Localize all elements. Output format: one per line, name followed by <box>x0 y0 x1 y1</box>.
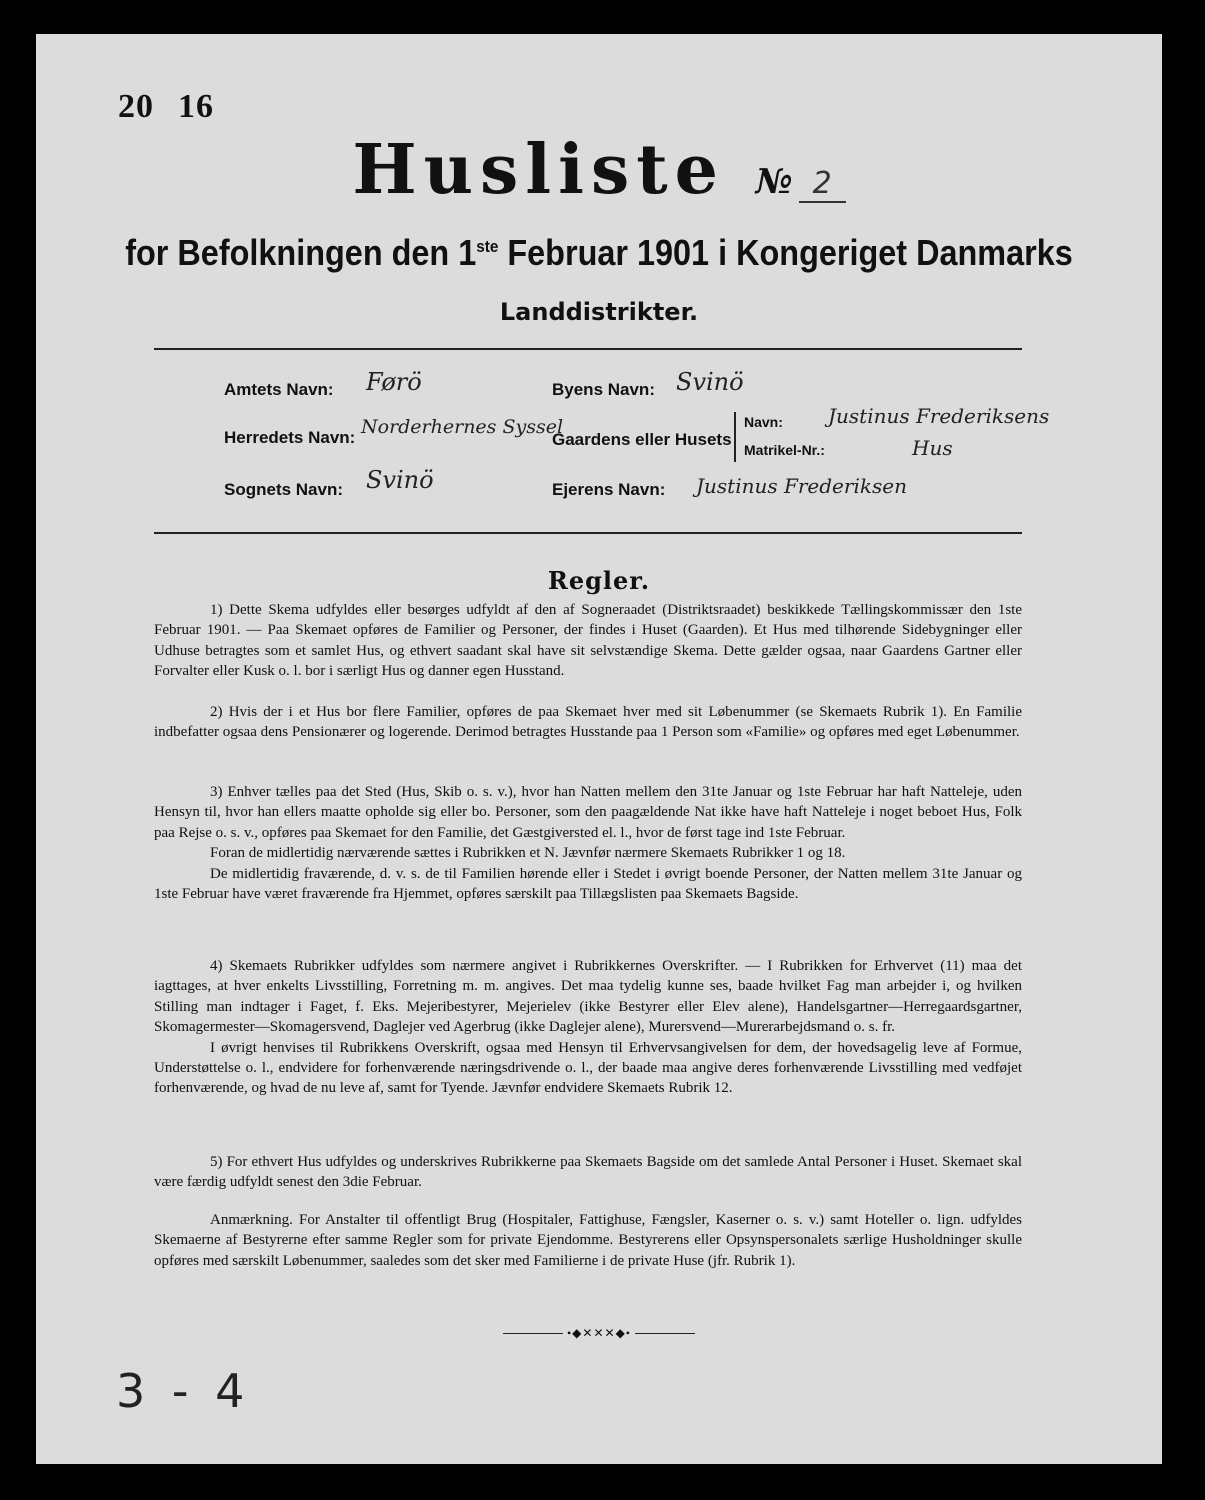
rule-2-text: 2) Hvis der i et Hus bor flere Familier, opføres de paa Skemaet hver med sit Løbenummer (se Skemaets Rubrik 1). En Familie indbefatter ogsaa dens Pensionærer og logerende. Derimod betragtes Husstande paa 1 Person som «Familie» og opføres med eget Løbenummer. <box>154 704 1022 741</box>
field-bracket <box>734 412 736 462</box>
rule-2 <box>154 702 1022 743</box>
ornament-line-left <box>503 1333 563 1334</box>
rule-4 <box>154 956 1022 1099</box>
navn-value: Justinus Frederiksens <box>828 404 1050 428</box>
ref-part-2: 16 <box>178 88 214 125</box>
ornament-line-right <box>635 1333 695 1334</box>
sogn-label: Sognets Navn: <box>224 480 344 499</box>
rule-5-text: 5) For ethvert Hus udfyldes og underskrives Rubrikkerne paa Skemaets Bagside om det samlede Antal Personer i Huset. Skemaet skal være færdig udfyldt senest den 3die Februar. <box>154 1154 1022 1191</box>
rule-3-text-3: De midlertidig fraværende, d. v. s. de til Familien hørende eller i Stedet i øvrigt boende Personer, der Natten mellem 31te Januar og 1ste Februar have været fraværende fra Hjemmet, opføres særskilt paa Tillægslisten paa Skemaets Bagside. <box>154 865 1022 903</box>
by-label: Byens Navn: <box>552 380 655 399</box>
ornament-glyphs: •◆✕✕✕◆• <box>566 1326 632 1340</box>
page-reference-number <box>118 88 238 126</box>
document-sheet <box>36 34 1162 1464</box>
ref-part-1: 20 <box>118 88 154 125</box>
by-value: Svinö <box>676 368 744 396</box>
rule-1-text: 1) Dette Skema udfyldes eller besørges udfyldt af den af Sogneraadet (Distriktsraadet) beskikkede Tællingskommissær den 1ste Februar 1901. — Paa Skemaet opføres de Familier og Personer, der findes i Huset (Gaarden). Et Hus med tilhørende Sidebygninger eller Udhuse betragtes som et samlet Hus, og ethvert saadant skal have sit selvstændige Skema. Dette gælder ogsaa, naar Gaardens Gartner eller Forvalter eller Kusk o. l. bor i særligt Hus og danner egen Husstand. <box>154 602 1022 680</box>
subtitle-suffix: Februar 1901 i Kongeriget Danmarks <box>498 232 1073 273</box>
herred-value: Norderhernes Syssel <box>361 416 564 438</box>
ornament <box>36 1324 1162 1342</box>
sogn-value: Svinö <box>366 466 434 494</box>
navn-label: Navn: <box>744 414 783 430</box>
rule-3 <box>154 782 1022 904</box>
amt-label: Amtets Navn: <box>224 380 334 399</box>
annotation-note <box>154 1210 1022 1271</box>
herred-label: Herredets Navn: <box>224 428 356 447</box>
top-divider <box>154 348 1022 350</box>
ejer-label: Ejerens Navn: <box>552 480 666 499</box>
number-symbol: № <box>755 162 793 202</box>
ejer-value: Justinus Frederiksen <box>696 474 907 498</box>
rule-3-text: 3) Enhver tælles paa det Sted (Hus, Skib o. s. v.), hvor han Natten mellem den 31te Januar og 1ste Februar har haft Natteleje, uden Hensyn til, hvor han ellers maatte opholde sig eller bo. Personer, som den paagældende Nat ikke have haft Natteleje i noget beboet Hus, Folk paa Rejse o. s. v., opføres paa Skemaet for den Familie, det Gæstgiversted el. l., hvor de først tage ind 1ste Februar. <box>154 784 1022 841</box>
rule-1 <box>154 600 1022 682</box>
document-title <box>36 130 1162 210</box>
rule-4-text: 4) Skemaets Rubrikker udfyldes som nærmere angivet i Rubrikkernes Overskrifter. — I Rubrikken for Erhvervet (11) maa det iagttages, at hver enkelts Livsstilling, Forretning m. m. angives. Det maa tydelig kunne ses, baade hvilket Fag man arbejder i, og hvilken Stilling man indtager i Faget, f. Eks. Mejeribestyrer, Mejerielev (ikke Bestyrer eller Elev alene), Handelsgartner—Herregaardsgartner, Skomagermester—Skomagersvend, Daglejer ved Agerbrug (ikke Daglejer alene), Murersvend—Murerarbejdsmand o. s. fr. <box>154 958 1022 1036</box>
matrikel-label: Matrikel-Nr.: <box>744 442 825 458</box>
gaard-label: Gaardens eller Husets <box>552 430 732 449</box>
amt-value: Førö <box>366 368 422 396</box>
rules-heading: Regler. <box>547 566 651 595</box>
subtitle-sup: ste <box>476 237 499 256</box>
rule-4-text-2: I øvrigt henvises til Rubrikkens Overskrift, ogsaa med Hensyn til Erhvervsangivelsen for dem, der hovedsagelig leve af Formue, Understøttelse o. l., endvidere for forhenværende næringsdrivende o. l., der baade maa angive deres forhenværende Livsstilling med vedføjet forhenværende, og hvad de nu leve af, samt for Tyende. Jævnfør endvidere Skemaets Rubrik 12. <box>154 1039 1022 1097</box>
rule-5 <box>154 1152 1022 1193</box>
matrikel-value: Hus <box>912 436 953 460</box>
annotation-text: Anmærkning. For Anstalter til offentligt Brug (Hospitaler, Fattighuse, Fængsler, Kaserner o. s. v.) samt Hoteller o. lign. udfyldes Skemaerne af Bestyrerne efter samme Regler som for private Ejendomme. Bestyrerens eller Opsynspersonalets særlige Husholdninger skulle opføres med særskilt Løbenummer, saaledes som det sker med Familierne i de private Huse (jfr. Rubrik 1). <box>154 1212 1022 1269</box>
rule-3-text-2: Foran de midlertidig nærværende sættes i Rubrikken et N. Jævnfør nærmere Skemaets Rubrikker 1 og 18. <box>210 845 846 862</box>
document-district-heading: Landdistrikter. <box>499 298 699 326</box>
title-text: Husliste <box>352 130 725 210</box>
document-subtitle <box>92 232 1105 274</box>
subtitle-prefix: for Befolkningen den 1 <box>125 232 477 273</box>
handwritten-note: 3 - 4 <box>116 1364 251 1418</box>
bottom-divider <box>154 532 1022 534</box>
list-number-value: 2 <box>799 166 846 203</box>
